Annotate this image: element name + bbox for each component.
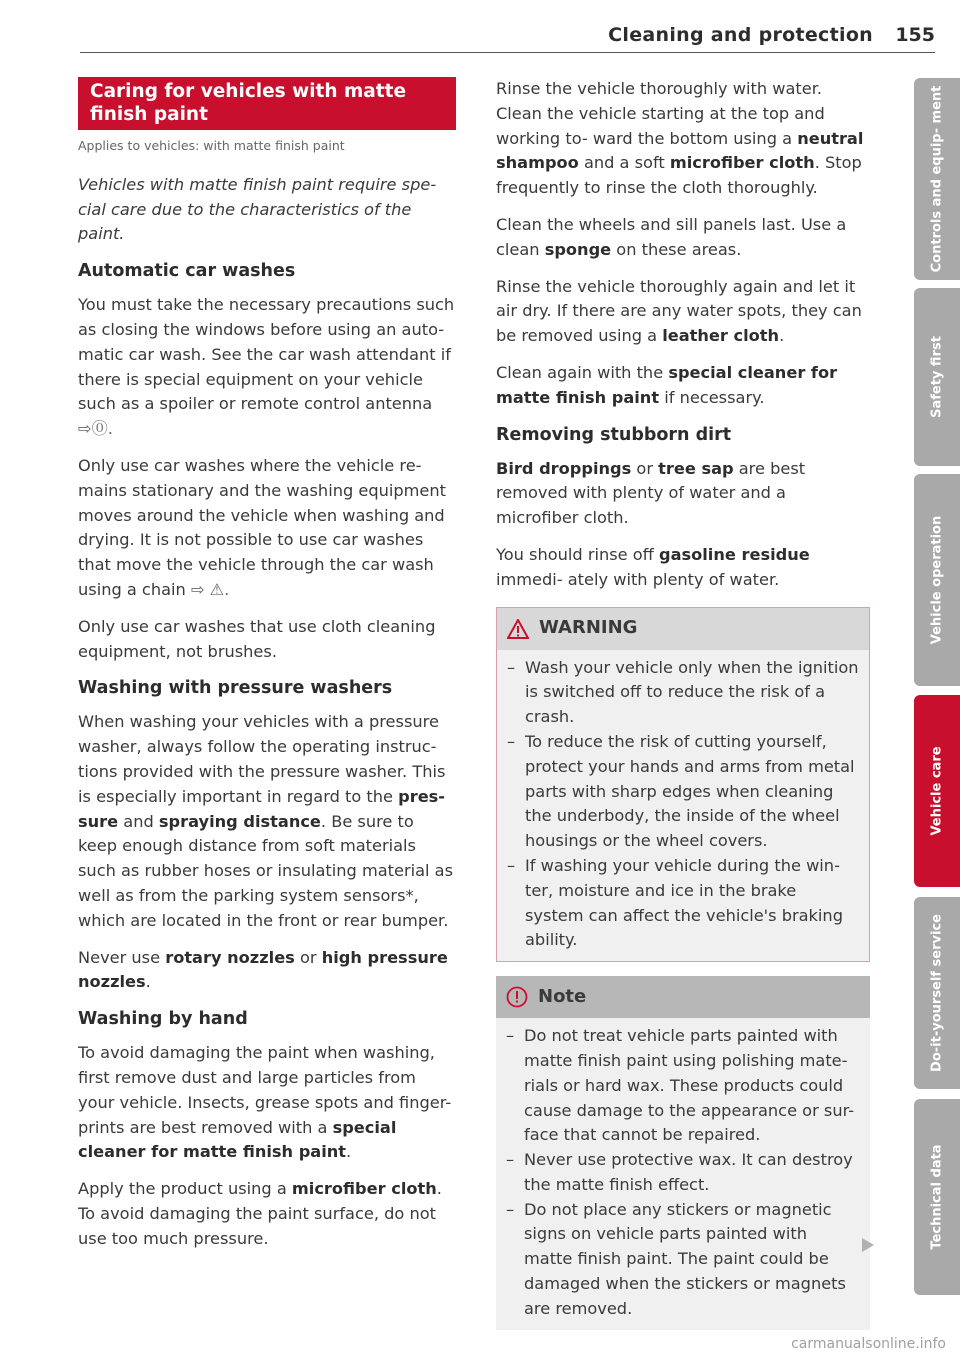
warning-title: WARNING — [539, 617, 638, 639]
list-item: – Wash your vehicle only when the ignition is switched off to reduce the risk of a crash. — [507, 657, 859, 727]
page-header — [80, 22, 935, 53]
list-item: – Never use protective wax. It can destroy the matte finish effect. — [506, 1150, 853, 1194]
paragraph: Bird droppings or tree sap are best removed with plenty of water and a microfiber cloth. — [496, 458, 806, 528]
tab-vehicle-care[interactable]: Vehicle care — [914, 695, 960, 887]
warning-header — [497, 608, 869, 650]
paragraph: Rinse the vehicle thoroughly with water. Clean the vehicle starting at the top and working to- ward the bottom using a neutral shampoo and a soft microfiber cloth. Stop frequently to rinse the cloth thoroughly. — [496, 79, 864, 198]
heading-pressure-washers: Washing with pressure washers — [78, 678, 393, 699]
paragraph: Apply the product using a microfiber cloth. To avoid damaging the paint surface, do not use too much pressure. — [78, 1179, 442, 1248]
paragraph: Only use car washes that use cloth cleaning equipment, not brushes. — [78, 616, 436, 661]
list-item: – If washing your vehicle during the win- ter, moisture and ice in the brake system can affect the vehicle's braking ability. — [507, 855, 843, 950]
heading-washing-by-hand: Washing by hand — [78, 1009, 248, 1030]
tab-do-it-yourself-service[interactable]: Do-it-yourself service — [914, 897, 960, 1089]
continue-arrow-icon — [862, 1238, 874, 1252]
paragraph: Never use rotary nozzles or high pressure nozzles. — [78, 947, 448, 992]
paragraph: When washing your vehicles with a pressure washer, always follow the operating instruc- tions provided with the pressure washer. This is especially important in regard to the pres- sure and spraying distance. Be sure to keep enough distance from soft materials such as rubber hoses or insulating material as well as from the parking system sensors*, which are located in the front or rear bumper. — [78, 712, 454, 930]
tab-controls-and-equipment[interactable]: Controls and equip- ment — [914, 78, 960, 280]
heading-removing-stubborn-dirt: Removing stubborn dirt — [496, 424, 732, 445]
tab-safety-first[interactable]: Safety first — [914, 288, 960, 466]
heading-automatic-car-washes: Automatic car washes — [78, 261, 296, 282]
paragraph: You must take the necessary precautions such as closing the windows before using an auto- matic car wash. See the car wash attendant if there is special equipment on your vehicle such as a spoiler or remote control antenna ⇨⓪. — [78, 295, 455, 439]
warning-box — [496, 607, 870, 963]
caution-circle-icon — [506, 986, 528, 1008]
note-header — [496, 976, 870, 1018]
paragraph: To avoid damaging the paint when washing, first remove dust and large particles from your vehicle. Insects, grease spots and finger- prints are best removed with a special cleaner for matte finish paint. — [78, 1043, 452, 1162]
tab-vehicle-operation[interactable]: Vehicle operation — [914, 474, 960, 686]
note-title: Note — [538, 985, 587, 1007]
warning-triangle-icon — [507, 619, 529, 639]
page-number: 155 — [895, 24, 935, 46]
intro-text: Vehicles with matte finish paint require spe- cial care due to the characteristics of the paint. — [78, 174, 437, 244]
left-column — [78, 77, 456, 1263]
section-title: Caring for vehicles with matte finish paint — [78, 77, 456, 130]
watermark: carmanualsonline.info — [791, 1336, 946, 1352]
warning-list — [497, 650, 869, 962]
list-item: – Do not treat vehicle parts painted with matte finish paint using polishing mate- rials or hard wax. These products could cause damage to the appearance or sur- face that cannot be repaired. — [506, 1026, 855, 1145]
list-item: – Do not place any stickers or magnetic signs on vehicle parts painted with matte finish paint. The paint could be damaged when the stickers or magnets are removed. — [506, 1199, 846, 1318]
paragraph: You should rinse off gasoline residue immedi- ately with plenty of water. — [496, 544, 810, 589]
list-item: – To reduce the risk of cutting yourself, protect your hands and arms from metal parts with sharp edges when cleaning the underbody, the inside of the wheel housings or the wheel covers. — [507, 731, 855, 851]
warning-reference[interactable]: ⇨ ⚠. — [190, 579, 230, 599]
applies-to: Applies to vehicles: with matte finish paint — [78, 138, 345, 153]
paragraph: Only use car washes where the vehicle re- mains stationary and the washing equipment moves around the vehicle when washing and drying. It is not possible to use car washes that move the vehicle through the car wash using a chain ⇨ ⚠. — [78, 455, 446, 599]
paragraph: Clean again with the special cleaner for matte finish paint if necessary. — [496, 362, 838, 407]
note-list — [496, 1018, 870, 1330]
tab-technical-data[interactable]: Technical data — [914, 1099, 960, 1295]
note-box — [496, 976, 870, 1330]
paragraph: Clean the wheels and sill panels last. Use a clean sponge on these areas. — [496, 214, 847, 259]
running-title: Cleaning and protection — [608, 24, 873, 46]
caution-reference[interactable]: ⇨⓪. — [78, 419, 113, 439]
paragraph: Rinse the vehicle thoroughly again and let it air dry. If there are any water spots, they can be removed using a leather cloth. — [496, 276, 862, 346]
right-column — [496, 77, 870, 1330]
